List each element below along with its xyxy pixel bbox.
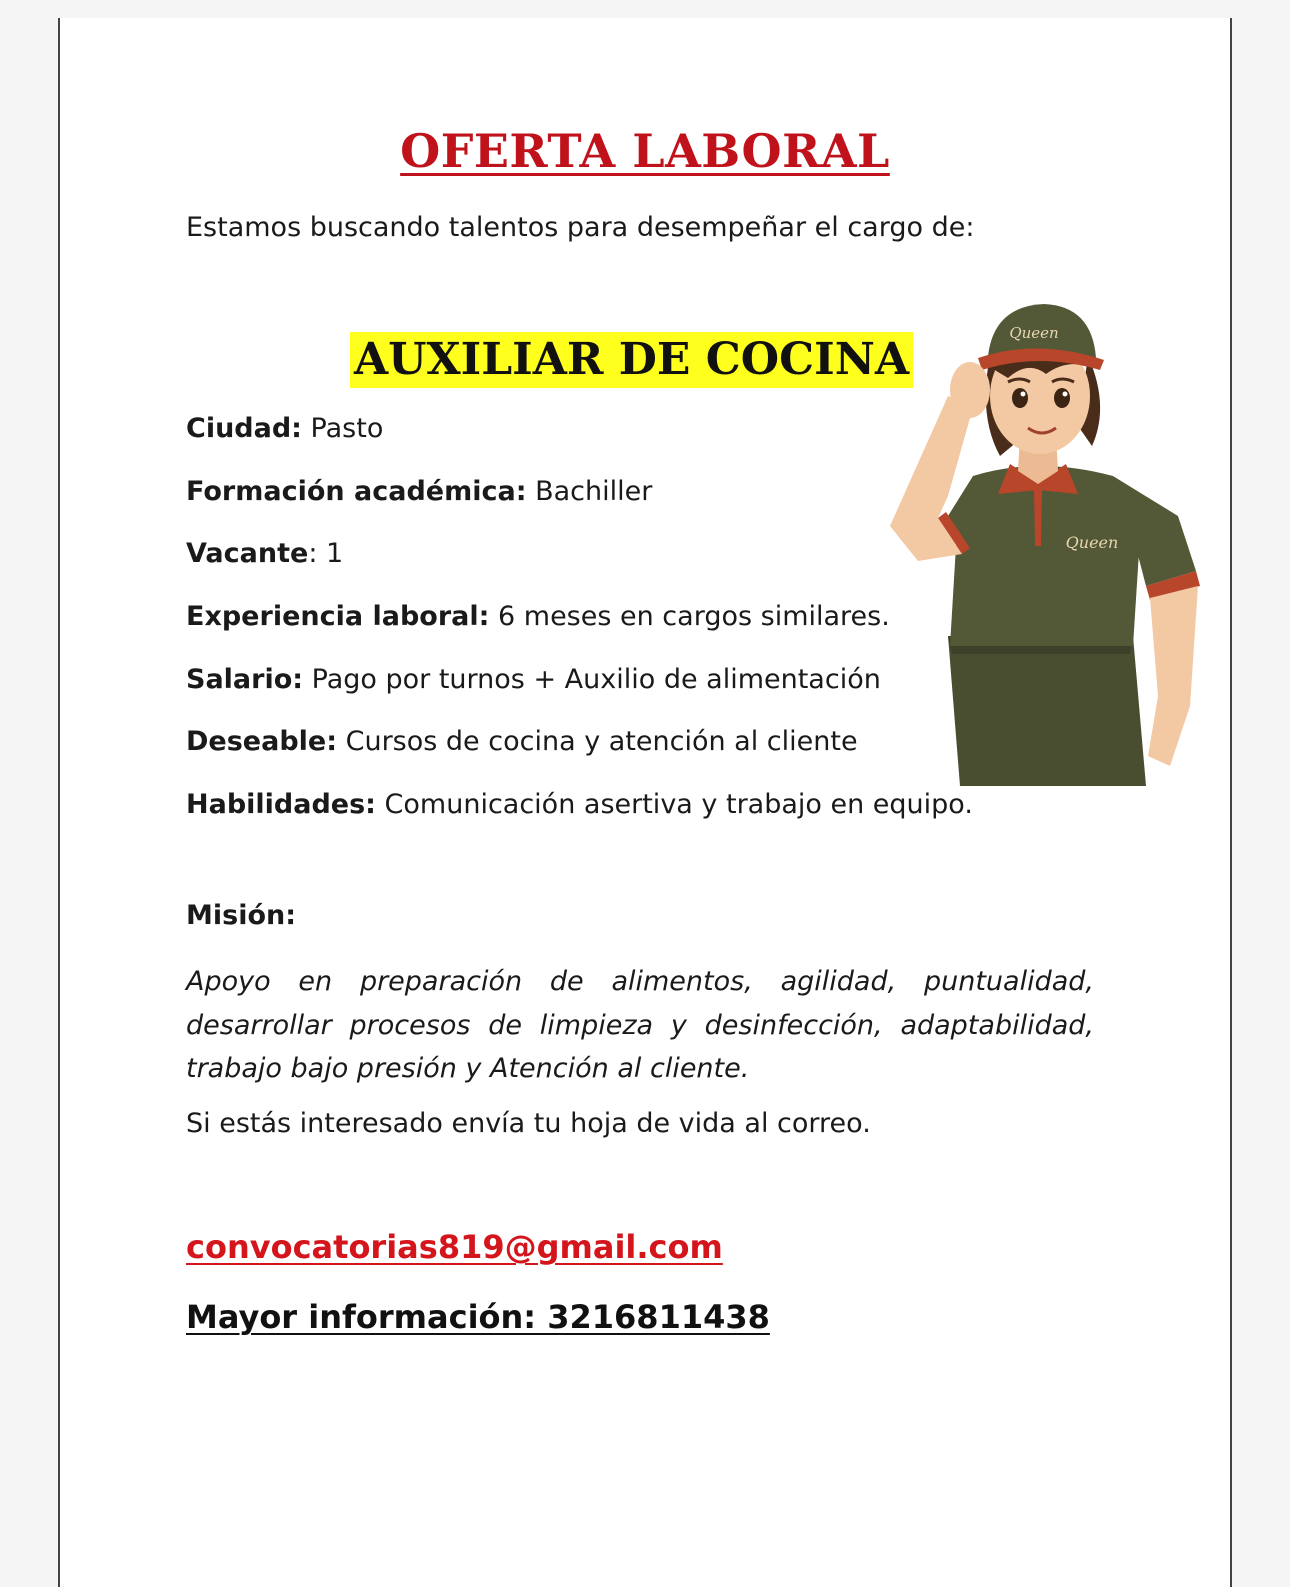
document-page <box>58 18 1232 1587</box>
call-to-action: Si estás interesado envía tu hoja de vida al correo. <box>186 1108 871 1139</box>
field-habilidades <box>186 784 973 847</box>
field-deseable <box>186 721 973 784</box>
field-value: Pasto <box>301 413 384 444</box>
page-title: OFERTA LABORAL <box>400 124 890 178</box>
field-label: Experiencia laboral: <box>186 601 490 633</box>
field-value: Pago por turnos + Auxilio de alimentación <box>303 663 881 695</box>
svg-text:Queen: Queen <box>1009 324 1059 342</box>
field-salario <box>186 659 973 722</box>
field-label: Habilidades: <box>186 789 376 821</box>
field-ciudad <box>186 408 973 471</box>
field-value: Cursos de cocina y atención al cliente <box>337 726 858 758</box>
field-label: Formación académica: <box>186 475 527 507</box>
mision-heading: Misión: <box>186 900 297 931</box>
role-title: AUXILIAR DE COCINA <box>350 332 913 388</box>
mision-text: Apoyo en preparación de alimentos, agilidad, puntualidad, desarrollar procesos de limpieza y desinfección, adaptabilidad, trabajo bajo presión y Atención al cliente. <box>186 966 1094 1084</box>
field-label: Ciudad: <box>186 413 302 444</box>
field-vacante <box>186 533 973 596</box>
email-link[interactable]: convocatorias819@gmail.com <box>186 1228 723 1266</box>
field-value: 6 meses en cargos similares. <box>489 601 890 633</box>
svg-text:Queen: Queen <box>1065 533 1119 552</box>
job-fields <box>186 408 973 847</box>
contact-phone: Mayor información: 3216811438 <box>186 1298 770 1336</box>
field-label: Salario: <box>186 663 304 695</box>
field-experiencia <box>186 596 973 659</box>
intro-text: Estamos buscando talentos para desempeñar el cargo de: <box>186 212 975 243</box>
field-label: Deseable: <box>186 726 338 758</box>
chef-woman-illustration-icon <box>878 286 1208 788</box>
field-label: Vacante <box>186 538 309 570</box>
field-value: Bachiller <box>526 475 653 507</box>
field-formacion <box>186 471 973 534</box>
field-value: Comunicación asertiva y trabajo en equipo. <box>375 789 973 821</box>
field-value: : 1 <box>308 538 344 570</box>
